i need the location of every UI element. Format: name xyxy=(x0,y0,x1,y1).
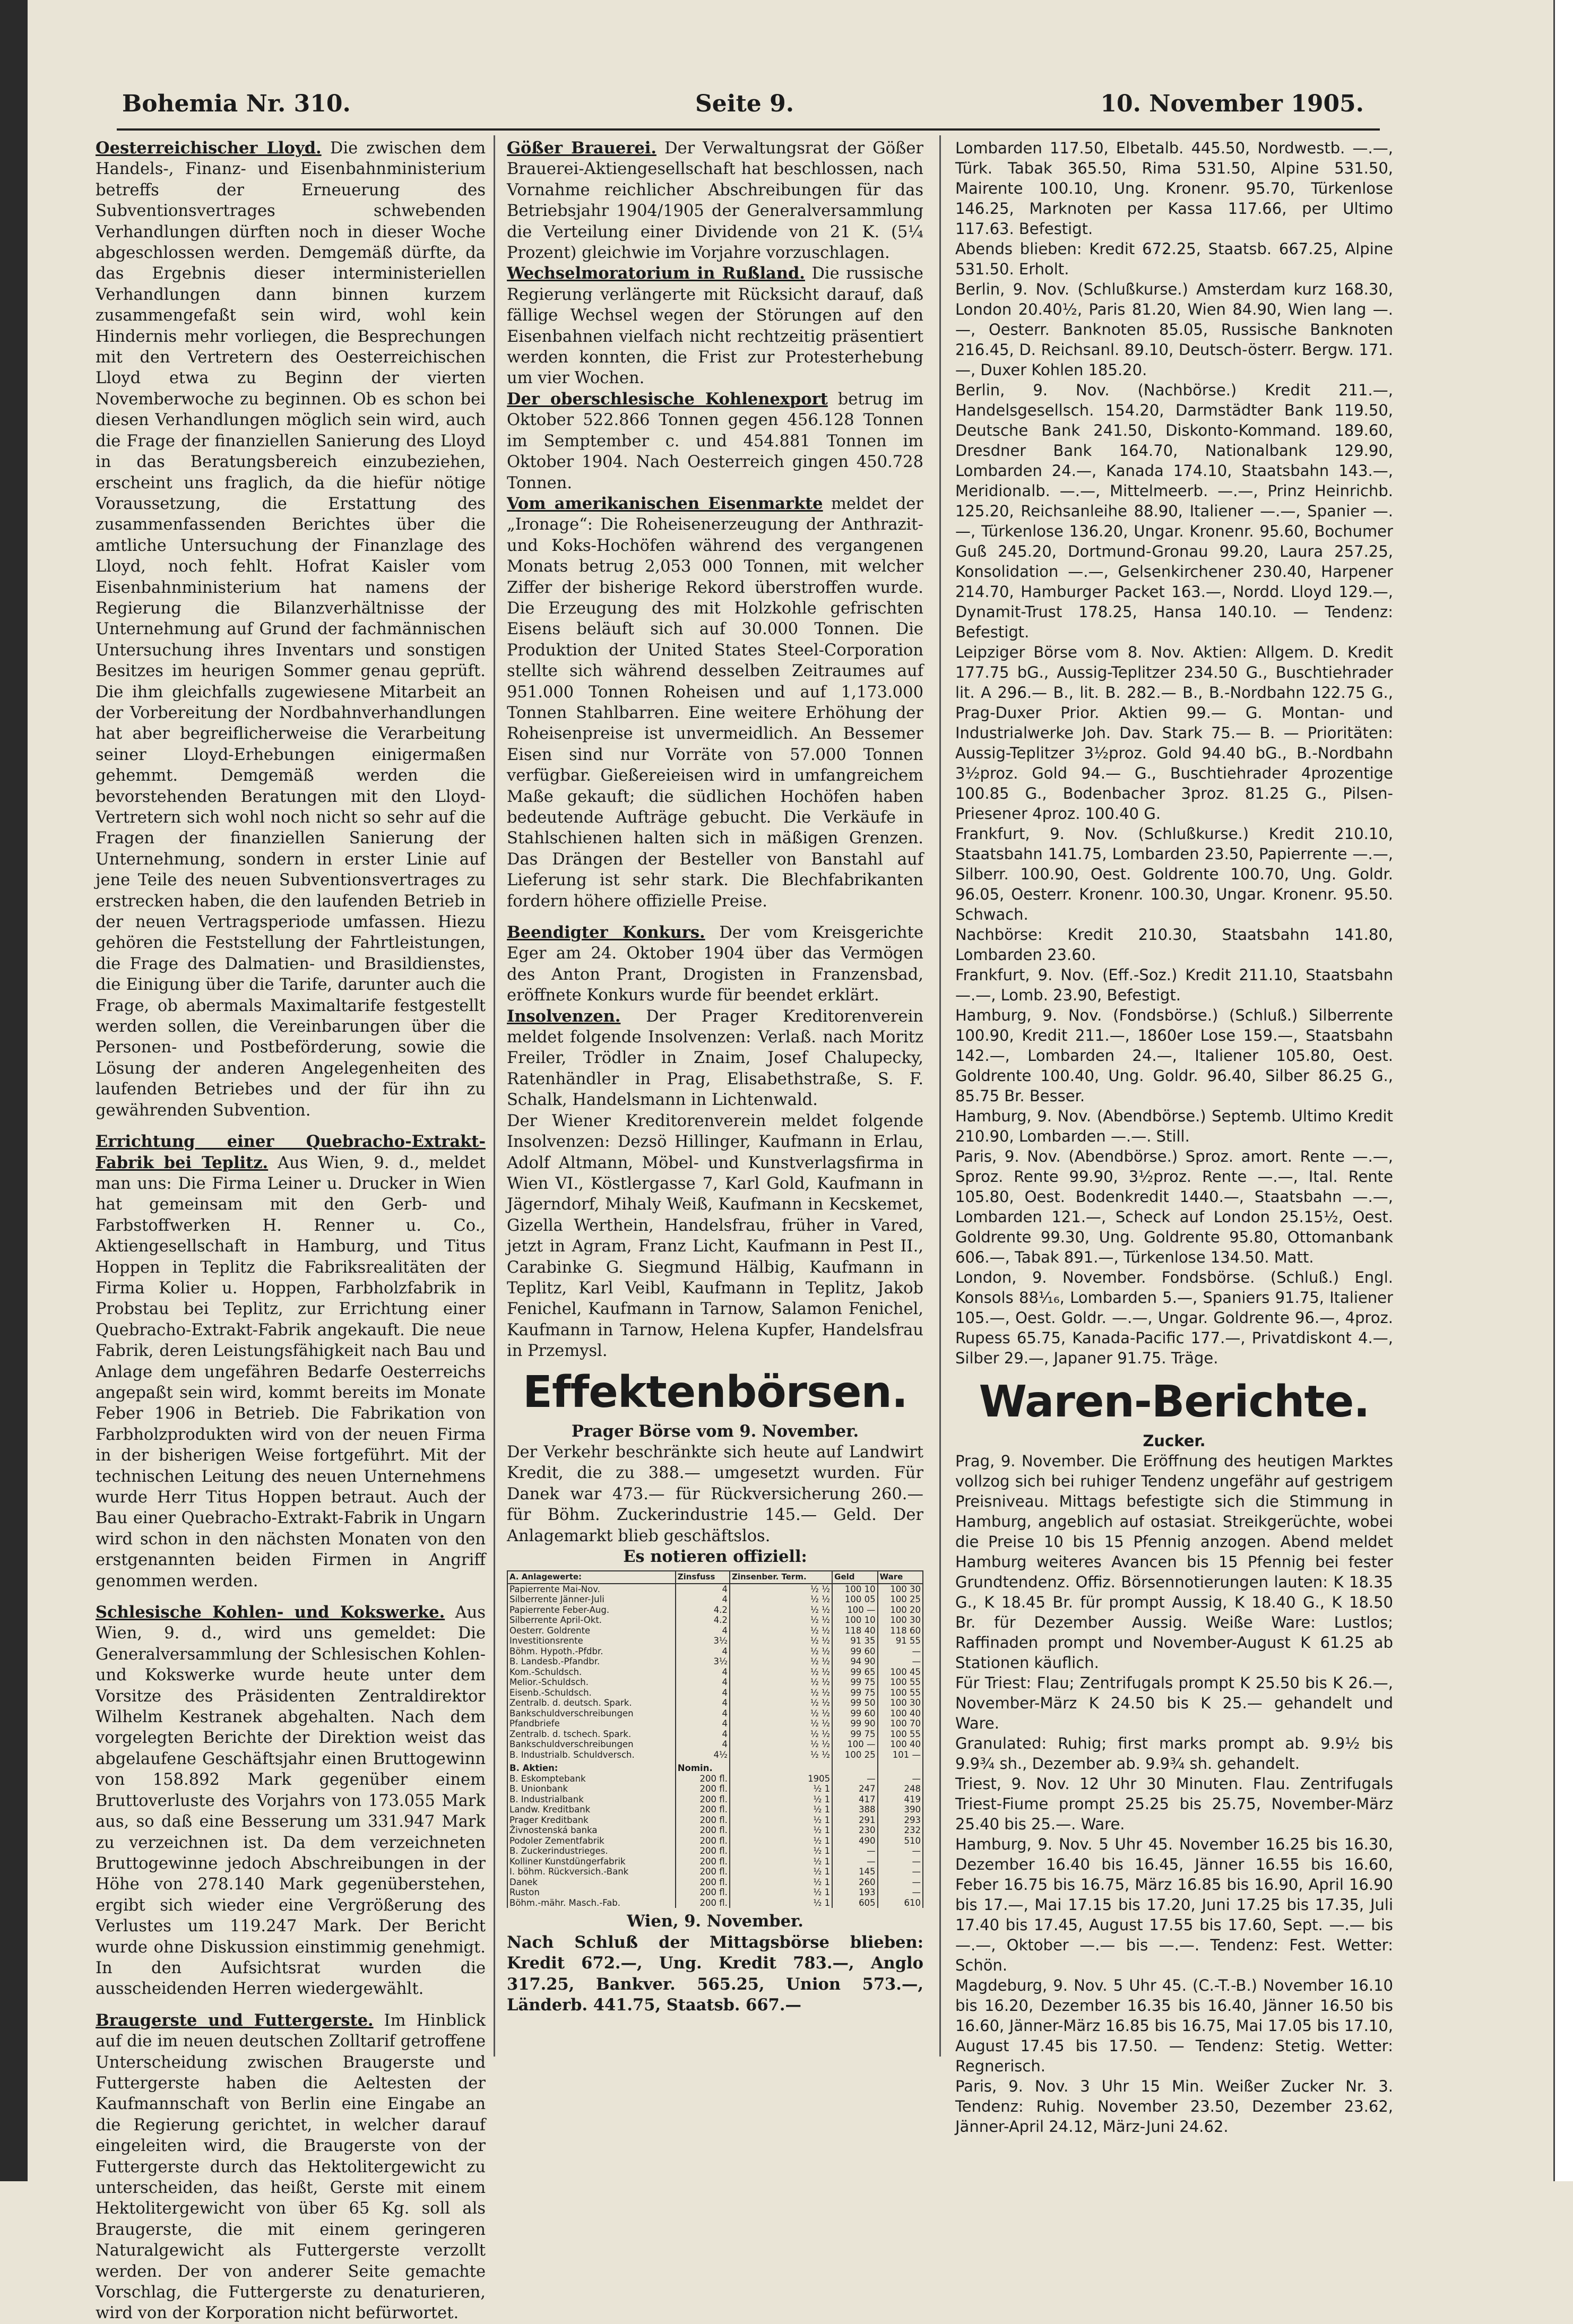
report-paragraph: Berlin, 9. Nov. (Nachbörse.) Kredit 211.—, Handelsgesellsch. 154.20, Darmstädter Bank 119.50, Deutsche Bank 241.50, Diskonto-Kommand. 189.60, Dresdner Bank 164.70, Nationalbank 129.90, Lombarden 24.—, Kanada 174.10, Staatsbahn 143.—, Meridionalb. —.—, Mittelmeerb. —.—, Prinz Heinrichb. 125.20, Reichsanleihe 88.90, Italiener —.—, Spanier —.—, Türkenlose 136.20, Ungar. Kronenr. 95.60, Bochumer Guß 245.20, Dortmund-Gronau 99.20, Laura 257.25, Konsolidation —.—, Gelsenkirchener 230.40, Harpener 214.70, Hamburger Packet 163.—, Nordd. Lloyd 129.—, Dynamit-Trust 178.25, Hansa 140.10. — Tendenz: Befestigt. xyxy=(955,381,1393,641)
nominal-label: Nomin. xyxy=(676,1760,730,1774)
quotes-table-header xyxy=(507,1571,923,1584)
table-cell: Landw. Kreditbank xyxy=(507,1804,676,1815)
table-cell: — xyxy=(832,1774,877,1784)
article-text: Aus Wien, 9. d., wird uns gemeldet: Die Generalversammlung der Schlesischen Kohlen- und Kokswerke wurde heute unter dem Vorsitze des Präsidenten Zentraldirektor Wilhelm Kestranek abgehalten. Nach dem vorgelegten Berichte der Direktion weist das abgelaufene Geschäftsjahr einen Bruttogewinn von 158.892 Mark gegenüber einem Bruttoverluste des Vorjahrs von 173.055 Mark aus, so daß eine Besserung um 331.947 Mark zu verzeichnen ist. Da dem verzeichneten Bruttogewinne jedoch Abschreibungen in der Höhe von 278.140 Mark gegenüberstehen, ergibt sich wieder eine Vergrößerung des Verlustes um 119.247 Mark. Der Bericht wurde ohne Diskussion einstimmig genehmigt. In den Aufsichtsrat wurden die ausscheidenden Herren wiedergewählt. xyxy=(96,1603,486,1999)
table-cell: 100 25 xyxy=(878,1594,923,1605)
table-row xyxy=(507,1856,923,1867)
col-header: Geld xyxy=(832,1571,877,1584)
article-heading: Errichtung einer Quebracho-Extrakt-Fabrik bei Teplitz. xyxy=(96,1132,486,1172)
table-cell: ½ 1 xyxy=(730,1846,832,1856)
table-cell: 200 fl. xyxy=(676,1825,730,1836)
table-cell: — xyxy=(832,1856,877,1867)
table-cell: I. böhm. Rückversich.-Bank xyxy=(507,1867,676,1877)
report-paragraph: Leipziger Börse vom 8. Nov. Aktien: Allgem. D. Kredit 177.75 bG., Aussig-Teplitzer 234.50 G., Buschtiehrader lit. A 296.— B., lit. B. 282.— B., B.-Nordbahn 122.75 G., Prag-Duxer Prior. Aktien 99.— G. Montan- und Industrialwerke Joh. Dav. Stark 75.— B. — Prioritäten: Aussig-Teplitzer 3½proz. Gold 94.40 bG., B.-Nordbahn 3½proz. Gold 94.— G., Buschtiehrader 4prozentige 100.85 G., Bodenbacher 3proz. 81.25 G., Pilsen-Priesener 4proz. 100.40 G. xyxy=(955,643,1393,823)
article-text: Aus Wien, 9. d., meldet man uns: Die Firma Leiner u. Drucker in Wien hat gemeinsam mit den Gerb- und Farbstoffwerken H. Renner u. Co., Aktiengesellschaft in Hamburg, und Titus Hoppen in Teplitz die Fabriksrealitäten der Firma Kolier u. Hoppen, Farbholzfabrik in Probstau bei Teplitz, zur Errichtung einer Quebracho-Extrakt-Fabrik angekauft. Die neue Fabrik, deren Leistungsfähigkeit nach Bau und Anlage dem ungefähren Bedarfe Oesterreichs angepaßt sein wird, kommt bereits im Monate Feber 1906 in Betrieb. Die Fabrikation von Farbholzprodukten wird von der neuen Firma in der bisherigen Weise fortgeführt. Mit der technischen Leitung des neuen Unternehmens wurde Herr Titus Hoppen betraut. Auch der Bau einer Quebracho-Extrakt-Fabrik in Ungarn wird schon in den nächsten Monaten von den erstgenannten beiden Firmen in Angriff genommen werden. xyxy=(96,1153,486,1591)
table-cell: ½ 1 xyxy=(730,1836,832,1846)
table-cell: 100 — xyxy=(832,1605,877,1615)
table-cell: 4 xyxy=(676,1594,730,1605)
vienna-text: Nach Schluß der Mittagsbörse blieben: Kredit 672.—, Ung. Kredit 783.—, Anglo 317.25, Bankver. 565.25, Union 573.—, Länderb. 441.75, Staatsb. 667.— xyxy=(507,1932,923,2015)
table-row xyxy=(507,1646,923,1657)
article-heading: Wechselmoratorium in Rußland. xyxy=(507,264,805,283)
header-rule xyxy=(117,128,1380,131)
table-cell: Kolliner Kunstdüngerfabrik xyxy=(507,1856,676,1867)
scan-edge-left xyxy=(0,0,28,2181)
article-text: Der Prager Kreditorenverein meldet folgende Insolvenzen: Verlaß. nach Moritz Freiler, Trödler in Znaim, Josef Chalupecky, Ratenhändler in Prag, Elisabethstraße, S. F. Schalk, Handelsmann in Lichtenwald. xyxy=(507,1007,923,1110)
table-cell: 100 70 xyxy=(878,1718,923,1729)
table-cell: 200 fl. xyxy=(676,1877,730,1888)
table-row xyxy=(507,1825,923,1836)
table-cell: — xyxy=(878,1877,923,1888)
article xyxy=(96,1602,486,2000)
table-cell: ½ ½ xyxy=(730,1646,832,1657)
table-cell: Bankschuldverschreibungen xyxy=(507,1739,676,1750)
table-cell: ½ 1 xyxy=(730,1784,832,1794)
article-heading: Gößer Brauerei. xyxy=(507,139,656,158)
table-row xyxy=(507,1594,923,1605)
article-heading: Oesterreichischer Lloyd. xyxy=(96,139,322,158)
scan-edge-right xyxy=(1553,0,1573,2181)
table-row xyxy=(507,1677,923,1688)
article-text: Im Hinblick auf die im neuen deutschen Zolltarif getroffene Unterscheidung zwischen Braugerste und Futtergerste haben die Aeltesten der Kaufmannschaft von Berlin eine Eingabe an die Regierung gerichtet, in welcher darauf eingeleiten wird, die Braugerste von der Futtergerste durch das Hektolitergewicht zu unterscheiden, das heißt, Gerste mit einem Hektolitergewicht von über 65 Kg. soll als Braugerste, die mit einem geringeren Naturalgewicht als Futtergerste verzollt werden. Der von anderer Seite gemachte Vorschlag, die Futtergerste zu denaturieren, wird von der Korporation nicht befürwortet. xyxy=(96,2011,486,2323)
table-row xyxy=(507,1584,923,1595)
table-cell: 100 40 xyxy=(878,1739,923,1750)
table-cell: 200 fl. xyxy=(676,1867,730,1877)
aktien-header-row xyxy=(507,1760,923,1774)
table-cell: 94 90 xyxy=(832,1656,877,1667)
table-cell: 100 10 xyxy=(832,1584,877,1595)
table-row xyxy=(507,1836,923,1846)
table-cell: ½ ½ xyxy=(730,1739,832,1750)
table-cell: 510 xyxy=(878,1836,923,1846)
table-cell: B. Eskomptebank xyxy=(507,1774,676,1784)
table-row xyxy=(507,1887,923,1898)
column-separator xyxy=(939,135,941,2057)
table-cell: 388 xyxy=(832,1804,877,1815)
table-cell: ½ ½ xyxy=(730,1605,832,1615)
table-cell: 118 60 xyxy=(878,1626,923,1636)
table-cell: ½ ½ xyxy=(730,1667,832,1678)
table-row xyxy=(507,1750,923,1760)
table-cell: 293 xyxy=(878,1815,923,1826)
report-paragraph: Berlin, 9. Nov. (Schlußkurse.) Amsterdam kurz 168.30, London 20.40½, Paris 81.20, Wien 84.90, Wien lang —.—, Oesterr. Banknoten 85.05, Russische Banknoten 216.45, D. Reichsanl. 89.10, Deutsch-österr. Bergw. 171.—, Duxer Kohlen 185.20. xyxy=(955,280,1393,379)
table-cell: ½ ½ xyxy=(730,1688,832,1698)
header-date: 10. November 1905. xyxy=(1100,90,1364,117)
table-cell: 101 — xyxy=(878,1750,923,1760)
article-heading: Schlesische Kohlen- und Kokswerke. xyxy=(96,1603,445,1622)
table-cell: 4 xyxy=(676,1698,730,1708)
table-cell: 390 xyxy=(878,1804,923,1815)
table-cell: 145 xyxy=(832,1867,877,1877)
effekten-title: Effektenbörsen. xyxy=(522,1367,908,1418)
table-cell: 260 xyxy=(832,1877,877,1888)
aktien-section xyxy=(507,1760,923,1774)
table-cell: — xyxy=(832,1846,877,1856)
col-header: A. Anlagewerte: xyxy=(507,1571,676,1584)
report-paragraph: Triest, 9. Nov. 12 Uhr 30 Minuten. Flau. Zentrifugals Triest-Fiume prompt 25.25 bis 25.75, November-März 25.40 bis 25.—. Ware. xyxy=(955,1775,1393,1833)
article-heading: Beendigter Konkurs. xyxy=(507,923,705,943)
header-page-number: Seite 9. xyxy=(695,90,794,117)
table-cell: 4 xyxy=(676,1688,730,1698)
article-text: meldet der „Ironage“: Die Roheisenerzeugung der Anthrazit- und Koks-Hochöfen während des vergangenen Monats betrug 2,053 000 Tonnen, mit welcher Ziffer der bisherige Rekord überstroffen wurde. Die Erzeugung des mit Holzkohle gefrischten Eisens beläuft sich auf 30.000 Tonnen. Die Produktion der United States Steel-Corporation stellte sich während desselben Zeitraumes auf 951.000 Tonnen Roheisen und auf 1,173.000 Tonnen Stahlbarren. Eine weitere Erhöhung der Roheisenpreise ist unvermeidlich. An Bessemer Eisen sind nur Vorräte von 57.000 Tonnen verfügbar. Gießereieisen wird in umfangreichem Maße gekauft; die südlichen Hochöfen haben bedeutende Aufträge gebucht. Die Verkäufe in Stahlschienen halten sich in mäßigen Grenzen. Das Drängen der Besteller von Banstahl auf Lieferung ist sehr stark. Die Blechfabrikanten fordern höhere offizielle Preise. xyxy=(507,494,924,911)
table-cell: Böhm.-mähr. Masch.-Fab. xyxy=(507,1898,676,1908)
column-2 xyxy=(507,138,923,2075)
table-cell: ½ 1 xyxy=(730,1804,832,1815)
article-heading: Braugerste und Futtergerste. xyxy=(96,2010,374,2030)
table-cell: Prager Kreditbank xyxy=(507,1815,676,1826)
table-cell: 419 xyxy=(878,1794,923,1805)
table-cell: 100 30 xyxy=(878,1584,923,1595)
table-cell: B. Unionbank xyxy=(507,1784,676,1794)
table-row xyxy=(507,1656,923,1667)
table-cell: ½ ½ xyxy=(730,1656,832,1667)
table-cell: 200 fl. xyxy=(676,1846,730,1856)
official-quotes-label: Es notieren offiziell: xyxy=(623,1547,807,1566)
table-row xyxy=(507,1718,923,1729)
report-paragraph: London, 9. November. Fondsbörse. (Schluß.) Engl. Konsols 88⅟₁₆, Lombarden 5.—, Spaniers 91.75, Italiener 105.—, Oest. Goldr. —.—, Ungar. Goldrente 96.—, 4proz. Rupess 65.75, Kanada-Pacific 177.—, Privatdiskont 4.—, Silber 29.—, Japaner 91.75. Träge. xyxy=(955,1268,1393,1367)
table-cell: ½ ½ xyxy=(730,1677,832,1688)
table-cell: 99 75 xyxy=(832,1677,877,1688)
anlagewerte-rows xyxy=(507,1584,923,1760)
article xyxy=(507,389,923,494)
table-cell: ½ 1 xyxy=(730,1825,832,1836)
table-cell: 100 30 xyxy=(878,1698,923,1708)
table-cell: 100 10 xyxy=(832,1615,877,1626)
table-cell: 4 xyxy=(676,1667,730,1678)
report-paragraph: Prag, 9. November. Die Eröffnung des heutigen Marktes vollzog sich bei ruhiger Tendenz ungefähr auf gestrigem Preisniveau. Mittags befestigte sich die Stimmung in Hamburg, angeblich auf ostasiat. Streikgerüchte, wobei die Preise 10 bis 15 Pfennig anzogen. Abend meldet Hamburg weiteres Avancen bis 15 Pfennig bei fester Grundtendenz. Offiz. Börsennotierungen lauten: K 18.35 G., K 18.45 Br. für prompt Aussig, K 18.40 G., K 18.50 Br. für Dezember Aussig. Weiße Ware: Lustlos; Raffinaden prompt und November-August K 61.25 ab Stationen käuflich. xyxy=(955,1452,1393,1672)
table-cell: 4½ xyxy=(676,1750,730,1760)
report-paragraph: Hamburg, 9. Nov. 5 Uhr 45. November 16.25 bis 16.30, Dezember 16.40 bis 16.45, Jänner 16.55 bis 16.60, Feber 16.75 bis 16.75, März 16.85 bis 16.90, April 16.90 bis 17.—, Mai 17.15 bis 17.20, Juni 17.25 bis 17.35, Juli 17.40 bis 17.45, August 17.55 bis 17.60, Sept. —.— bis —.—, Oktober —.— bis —.—. Tendenz: Fest. Wetter: Schön. xyxy=(955,1835,1393,1974)
table-cell: 200 fl. xyxy=(676,1784,730,1794)
table-cell: 247 xyxy=(832,1784,877,1794)
table-cell: 248 xyxy=(878,1784,923,1794)
table-row xyxy=(507,1794,923,1805)
article xyxy=(507,1111,923,1362)
table-cell: Danek xyxy=(507,1877,676,1888)
table-cell: 3½ xyxy=(676,1656,730,1667)
table-cell: 99 60 xyxy=(832,1646,877,1657)
table-cell: B. Industrialb. Schuldversch. xyxy=(507,1750,676,1760)
table-cell: 100 25 xyxy=(832,1750,877,1760)
table-cell: 4 xyxy=(676,1718,730,1729)
table-cell: 4 xyxy=(676,1626,730,1636)
table-cell: 99 90 xyxy=(832,1718,877,1729)
article xyxy=(96,2010,486,2324)
table-row xyxy=(507,1708,923,1719)
article xyxy=(507,263,923,388)
table-cell: 99 60 xyxy=(832,1708,877,1719)
report-paragraph: Hamburg, 9. Nov. (Abendbörse.) Septemb. Ultimo Kredit 210.90, Lombarden —.—. Still. xyxy=(955,1107,1393,1145)
table-cell: 99 75 xyxy=(832,1688,877,1698)
report-paragraph: Für Triest: Flau; Zentrifugals prompt K 25.50 bis K 26.—, November-März K 24.50 bis K 25.— gehandelt und Ware. xyxy=(955,1674,1393,1732)
table-cell: 200 fl. xyxy=(676,1856,730,1867)
table-cell: Kom.-Schuldsch. xyxy=(507,1667,676,1678)
table-cell: ½ ½ xyxy=(730,1750,832,1760)
table-cell: 200 fl. xyxy=(676,1836,730,1846)
report-paragraph: Frankfurt, 9. Nov. (Schlußkurse.) Kredit 210.10, Staatsbahn 141.75, Lombarden 23.50, Papierrente —.—, Silberr. 100.90, Oest. Goldrente 100.70, Ung. Goldr. 96.05, Oesterr. Kronenr. 100.30, Ungar. Kronenr. 95.50. Schwach. xyxy=(955,825,1393,923)
report-paragraph: Paris, 9. Nov. 3 Uhr 15 Min. Weißer Zucker Nr. 3. Tendenz: Ruhig. November 23.50, Dezember 23.62, Jänner-April 24.12, März-Juni 24.62. xyxy=(955,2077,1393,2136)
table-cell: 100 45 xyxy=(878,1667,923,1678)
table-cell: 99 50 xyxy=(832,1698,877,1708)
table-cell: — xyxy=(878,1846,923,1856)
table-cell: Melior.-Schuldsch. xyxy=(507,1677,676,1688)
commodity-reports xyxy=(955,1451,1393,2137)
table-cell: Papierrente Feber-Aug. xyxy=(507,1605,676,1615)
article-text: Die russische Regierung verlängerte mit Rücksicht darauf, daß fällige Wechsel wegen der Störungen auf den Eisenbahnen vielfach nicht rechtzeitig präsentiert werden konnten, die Frist zur Protesterhebung um vier Wochen. xyxy=(507,264,923,388)
table-cell: 100 — xyxy=(832,1739,877,1750)
col-header: Zinsenber. Term. xyxy=(730,1571,832,1584)
table-cell: Silberrente Jänner-Juli xyxy=(507,1594,676,1605)
header-paper-name: Bohemia Nr. 310. xyxy=(122,90,351,117)
table-row xyxy=(507,1774,923,1784)
table-row xyxy=(507,1804,923,1815)
table-cell: 100 30 xyxy=(878,1615,923,1626)
table-cell: 100 40 xyxy=(878,1708,923,1719)
prague-exchange-text: Der Verkehr beschränkte sich heute auf Landwirt Kredit, die zu 388.— umgesetzt wurden. Für Danek war 473.— für Rückversicherung 260.— für Böhm. Zuckerindustrie 145.— Geld. Der Anlagemarkt blieb geschäftslos. xyxy=(507,1442,923,1545)
col-header: Zinsfuss xyxy=(676,1571,730,1584)
table-cell: 4 xyxy=(676,1677,730,1688)
table-cell: Böhm. Hypoth.-Pfdbr. xyxy=(507,1646,676,1657)
table-cell: 91 55 xyxy=(878,1636,923,1646)
table-cell: — xyxy=(878,1856,923,1867)
table-row xyxy=(507,1688,923,1698)
market-reports xyxy=(955,138,1393,1368)
table-cell: Silberrente April-Okt. xyxy=(507,1615,676,1626)
table-cell: 4 xyxy=(676,1584,730,1595)
table-cell: Eisenb.-Schuldsch. xyxy=(507,1688,676,1698)
article-heading: Der oberschlesische Kohlenexport xyxy=(507,389,828,409)
table-cell: 100 55 xyxy=(878,1729,923,1740)
table-cell: Pfandbriefe xyxy=(507,1718,676,1729)
table-cell: ½ 1 xyxy=(730,1877,832,1888)
table-row xyxy=(507,1846,923,1856)
table-cell: ½ ½ xyxy=(730,1626,832,1636)
table-cell: ½ 1 xyxy=(730,1887,832,1898)
table-row xyxy=(507,1636,923,1646)
table-cell: ½ ½ xyxy=(730,1708,832,1719)
report-paragraph: Paris, 9. Nov. (Abendbörse.) Sproz. amort. Rente —.—, Sproz. Rente 99.90, 3½proz. Rente —.—, Ital. Rente 105.80, Oest. Bodenkredit 1440.—, Staatsbahn —.—, Lombarden 121.—, Scheck auf London 25.15½, Oest. Goldrente 99.30, Ung. Goldrente 95.80, Ottomanbank 606.—, Tabak 891.—, Türkenlose 134.50. Matt. xyxy=(955,1147,1393,1266)
table-cell: 100 20 xyxy=(878,1605,923,1615)
table-cell: 200 fl. xyxy=(676,1815,730,1826)
table-row xyxy=(507,1867,923,1877)
table-cell: 200 fl. xyxy=(676,1804,730,1815)
table-cell: 3½ xyxy=(676,1636,730,1646)
table-cell: Zentralb. d. deutsch. Spark. xyxy=(507,1698,676,1708)
table-cell: 4 xyxy=(676,1646,730,1657)
table-cell: 232 xyxy=(878,1825,923,1836)
table-row xyxy=(507,1877,923,1888)
table-row xyxy=(507,1729,923,1740)
table-cell: 605 xyxy=(832,1898,877,1908)
table-cell: 100 55 xyxy=(878,1688,923,1698)
table-row xyxy=(507,1784,923,1794)
table-cell: ½ ½ xyxy=(730,1584,832,1595)
table-cell: 100 05 xyxy=(832,1594,877,1605)
table-cell: 4 xyxy=(676,1739,730,1750)
table-cell: 200 fl. xyxy=(676,1774,730,1784)
table-cell: 610 xyxy=(878,1898,923,1908)
table-cell: 118 40 xyxy=(832,1626,877,1636)
article-text: Die zwischen dem Handels-, Finanz- und Eisenbahnministerium betreffs der Erneuerung des Subventionsvertrages schwebenden Verhandlungen dürften noch in dieser Woche abgeschlossen werden. Demgemäß dürfte, da das Ergebnis dieser interministeriellen Verhandlungen dann binnen kurzem zusammengefaßt sein wird, wohl kein Hindernis mehr vorliegen, die Besprechungen mit den Vertretern des Oesterreichischen Lloyd etwa zu Beginn der vierten Novemberwoche zu beginnen. Ob es schon bei diesen Verhandlungen möglich sein wird, auch die Frage der finanziellen Sanierung des Lloyd in das Beratungsbereich einzubeziehen, erscheint uns fraglich, da die hiefür nötige Voraussetzung, die Erstattung des zusammenfassenden Berichtes über die amtliche Untersuchung der Finanzlage des Lloyd, noch fehlt. Hofrat Kaisler vom Eisenbahnministerium hat namens der Regierung die Bilanzverhältnisse der Unternehmung auf Grund der fachmännischen Untersuchung ihres Inventars und sonstigen Besitzes im heurigen Sommer genau geprüft. Die ihm gleichfalls zugewiesene Mitarbeit an der Vorbereitung der Nordbahnverhandlungen hat aber begreiflicherweise die Verarbeitung seiner Lloyd-Erhebungen einigermaßen gehemmt. Demgemäß werden die bevorstehenden Beratungen mit den Lloyd-Vertretern sich wohl noch nicht so sehr auf die Fragen der finanziellen Sanierung der Unternehmung, sondern in erster Linie auf jene Teile des neuen Subventionsvertrages zu erstrecken haben, die den laufenden Betrieb in der neuen Vertragsperiode umfassen. Hiezu gehören die Feststellung der Fahrtleistungen, die Frage des Dalmatien- und Brasildienstes, die Einigung über die Tarife, darunter auch die Frage, ob abermals Maximaltarife festgestellt werden sollen, die Vereinbarungen über die Personen- und Postbeförderung, sowie die Lösung der anderen Angelegenheiten des laufenden Betriebes und der für ihn zu gewährenden Subvention. xyxy=(96,139,486,1120)
report-paragraph: Nachbörse: Kredit 210.30, Staatsbahn 141.80, Lombarden 23.60. xyxy=(955,926,1393,964)
waren-title: Waren-Berichte. xyxy=(979,1377,1370,1427)
report-paragraph: Granulated: Ruhig; first marks prompt ab. 9.9½ bis 9.9¾ sh., Dezember ab. 9.9¾ sh. gehandelt. xyxy=(955,1734,1393,1773)
table-cell: B. Landesb.-Pfandbr. xyxy=(507,1656,676,1667)
table-cell: Ruston xyxy=(507,1887,676,1898)
table-cell: — xyxy=(878,1656,923,1667)
article-text: Der Wiener Kreditorenverein meldet folgende Insolvenzen: Dezsö Hillinger, Kaufmann in Erlau, Adolf Altmann, Möbel- und Kunstverlagsfirma in Wien VI., Köstlergasse 7, Karl Gold, Kaufmann in Jägerndorf, Mihaly Weiß, Kaufmann in Kecskemet, Gizella Werthein, Handelsfrau, früher in Vared, jetzt in Agram, Franz Licht, Kaufmann in Pest II., Carabinke G. Siegmund Hälbig, Kaufmann in Teplitz, Karl Veibl, Kaufmann in Teplitz, Jakob Fenichel, Kaufmann in Tarnow, Salamon Fenichel, Kaufmann in Tarnow, Helena Kupfer, Handelsfrau in Przemysl. xyxy=(507,1111,923,1361)
table-cell: 4 xyxy=(676,1708,730,1719)
article xyxy=(507,138,923,263)
table-cell: ½ ½ xyxy=(730,1636,832,1646)
table-cell: ½ ½ xyxy=(730,1594,832,1605)
table-cell: 193 xyxy=(832,1887,877,1898)
quotes-table xyxy=(507,1570,923,1908)
table-cell: Papierrente Mai-Nov. xyxy=(507,1584,676,1595)
article-text: Der Verwaltungsrat der Gößer Brauerei-Aktiengesellschaft hat beschlossen, nach Vornahme reichlicher Abschreibungen für das Betriebsjahr 1904/1905 der Generalversammlung die Verteilung einer Dividende von 21 K. (5¼ Prozent) gleichwie im Vorjahre vorzuschlagen. xyxy=(507,139,923,263)
table-cell: Investitionsrente xyxy=(507,1636,676,1646)
table-row xyxy=(507,1626,923,1636)
table-cell: — xyxy=(878,1774,923,1784)
table-row xyxy=(507,1898,923,1908)
table-cell: ½ ½ xyxy=(730,1718,832,1729)
table-cell: 200 fl. xyxy=(676,1887,730,1898)
table-cell: 417 xyxy=(832,1794,877,1805)
table-cell: — xyxy=(878,1867,923,1877)
table-cell: — xyxy=(878,1646,923,1657)
page-header xyxy=(122,90,1364,127)
table-cell: 4.2 xyxy=(676,1605,730,1615)
table-cell: — xyxy=(878,1887,923,1898)
table-cell: 291 xyxy=(832,1815,877,1826)
table-cell: ½ 1 xyxy=(730,1867,832,1877)
table-row xyxy=(507,1667,923,1678)
report-paragraph: Lombarden 117.50, Elbetalb. 445.50, Nordwestb. —.—, Türk. Tabak 365.50, Rima 531.50, Alpine 531.50, Mairente 100.10, Ung. Kronenr. 95.70, Türkenlose 146.25, Marknoten per Kassa 117.66, per Ultimo 117.63. Befestigt. xyxy=(955,139,1393,238)
prague-exchange-heading: Prager Börse vom 9. November. xyxy=(571,1421,859,1441)
table-cell: ½ ½ xyxy=(730,1729,832,1740)
table-cell: ½ 1 xyxy=(730,1856,832,1867)
col-header: Ware xyxy=(878,1571,923,1584)
table-cell: 200 fl. xyxy=(676,1898,730,1908)
table-cell: 91 35 xyxy=(832,1636,877,1646)
article xyxy=(507,494,923,912)
report-paragraph: Magdeburg, 9. Nov. 5 Uhr 45. (C.-T.-B.) November 16.10 bis 16.20, Dezember 16.35 bis 16.40, Jänner 16.50 bis 16.60, Jänner-März 16.85 bis 16.75, Mai 17.05 bis 17.10, August 17.45 bis 17.50. — Tendenz: Stetig. Wetter: Regnerisch. xyxy=(955,1976,1393,2075)
article-heading: Vom amerikanischen Eisenmarkte xyxy=(507,494,823,513)
table-cell: Živnostenská banka xyxy=(507,1825,676,1836)
article-text: betrug im Oktober 522.866 Tonnen gegen 456.128 Tonnen im Semptember c. und 454.881 Tonnen im Oktober 1904. Nach Oesterreich gingen 450.728 Tonnen. xyxy=(507,390,924,493)
table-cell: Bankschuldverschreibungen xyxy=(507,1708,676,1719)
table-cell: 230 xyxy=(832,1825,877,1836)
column-separator xyxy=(494,135,495,2057)
vienna-heading: Wien, 9. November. xyxy=(627,1912,803,1931)
aktien-label: B. Aktien: xyxy=(507,1760,676,1774)
table-row xyxy=(507,1698,923,1708)
table-cell: 4 xyxy=(676,1729,730,1740)
article xyxy=(96,138,486,1121)
table-row xyxy=(507,1815,923,1826)
table-cell: Zentralb. d. tschech. Spark. xyxy=(507,1729,676,1740)
column-1 xyxy=(96,138,486,2323)
article xyxy=(507,922,923,1006)
table-cell: 99 75 xyxy=(832,1729,877,1740)
report-paragraph: Hamburg, 9. Nov. (Fondsbörse.) (Schluß.) Silberrente 100.90, Kredit 211.—, 1860er Lose 159.—, Staatsbahn 142.—, Lombarden 24.—, Italiener 105.80, Oest. Goldrente 100.40, Ung. Goldr. 96.40, Silber 86.25 G., 85.75 Br. Besser. xyxy=(955,1006,1393,1105)
table-row xyxy=(507,1615,923,1626)
article-text: Der vom Kreisgerichte Eger am 24. Oktober 1904 über das Vermögen des Anton Prant, Drogisten in Franzensbad, eröffnete Konkurs wurde für beendet erklärt. xyxy=(507,923,923,1005)
table-cell: ½ ½ xyxy=(730,1698,832,1708)
table-row xyxy=(507,1605,923,1615)
report-paragraph: Abends blieben: Kredit 672.25, Staatsb. 667.25, Alpine 531.50. Erholt. xyxy=(955,240,1393,278)
report-paragraph: Frankfurt, 9. Nov. (Eff.-Soz.) Kredit 211.10, Staatsbahn —.—, Lomb. 23.90, Befestigt. xyxy=(955,966,1393,1004)
table-cell: 490 xyxy=(832,1836,877,1846)
table-cell: ½ 1 xyxy=(730,1794,832,1805)
table-cell: Oesterr. Goldrente xyxy=(507,1626,676,1636)
table-cell: B. Industrialbank xyxy=(507,1794,676,1805)
article xyxy=(507,1006,923,1111)
waren-subheading: Zucker. xyxy=(1143,1432,1206,1450)
table-cell: Podoler Zementfabrik xyxy=(507,1836,676,1846)
article-heading: Insolvenzen. xyxy=(507,1006,621,1026)
table-cell: ½ ½ xyxy=(730,1615,832,1626)
table-cell: 1905 xyxy=(730,1774,832,1784)
table-cell: 4.2 xyxy=(676,1615,730,1626)
aktien-rows xyxy=(507,1774,923,1908)
table-cell: B. Zuckerindustrieges. xyxy=(507,1846,676,1856)
table-row xyxy=(507,1739,923,1750)
table-cell: 200 fl. xyxy=(676,1794,730,1805)
table-cell: ½ 1 xyxy=(730,1815,832,1826)
column-3 xyxy=(955,138,1393,2136)
table-cell: 100 55 xyxy=(878,1677,923,1688)
table-cell: 99 65 xyxy=(832,1667,877,1678)
article xyxy=(96,1131,486,1592)
table-cell: ½ 1 xyxy=(730,1898,832,1908)
